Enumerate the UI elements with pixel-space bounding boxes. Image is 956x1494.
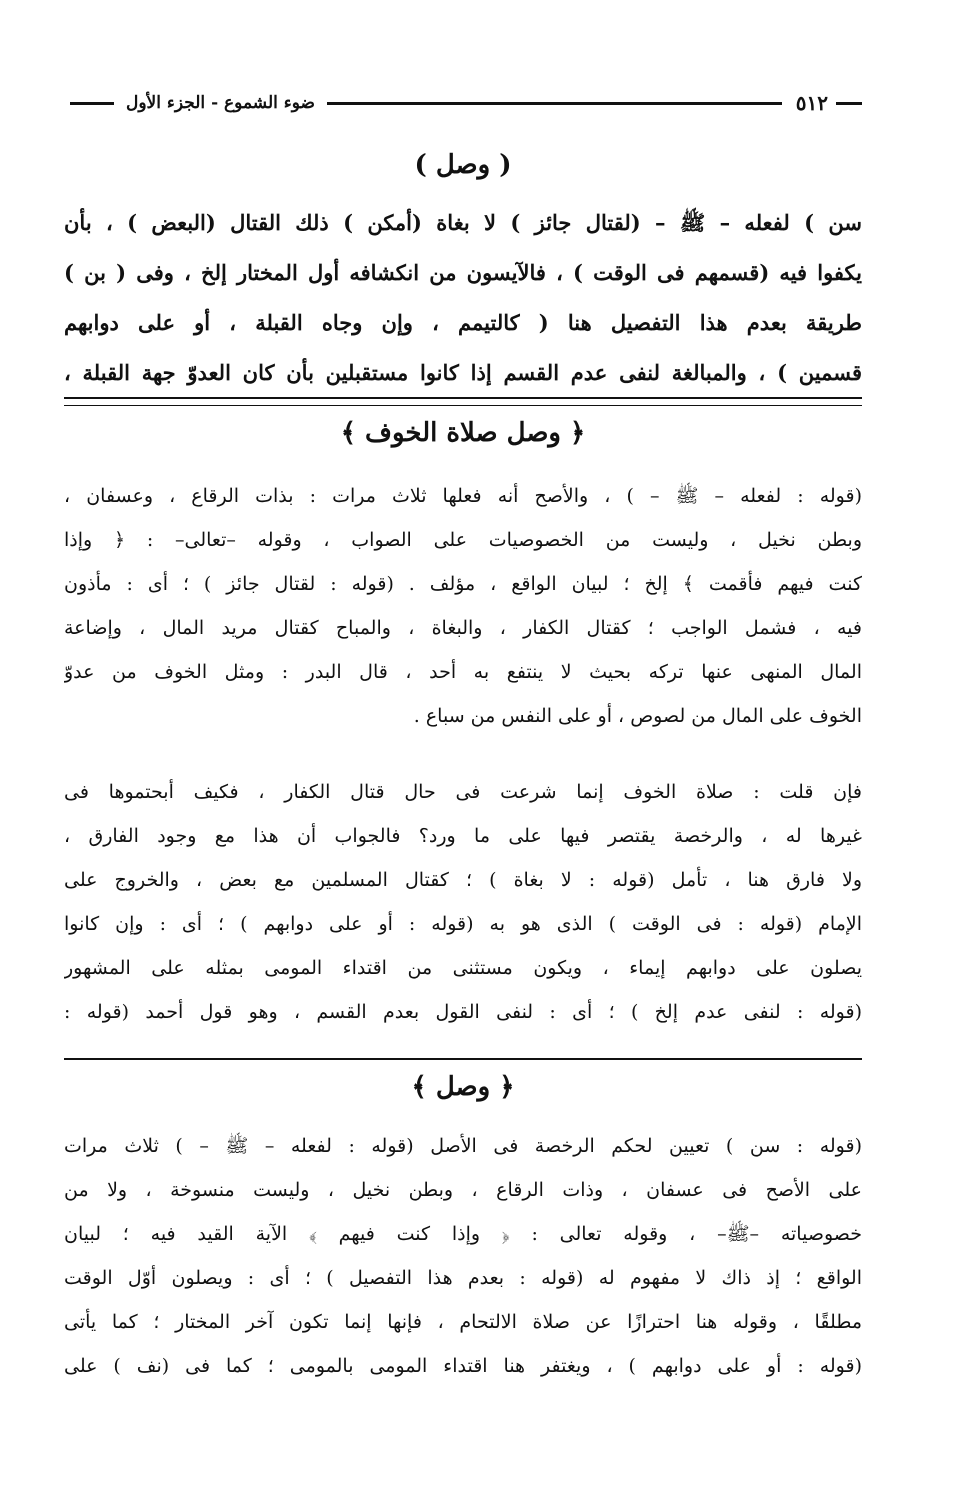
- commentary-line: فيه ، فشمل الواجب ؛ كقتال الكفار ، والبغاة ، والمباح كقتال مريد المال ، وإضاعة: [64, 617, 862, 639]
- commentary-line: (قوله : لفعله – ﷺ – ) ، والأصح أنه فعلها ثلاث مرات : بذات الرقاع ، وعسفان ،: [64, 485, 862, 507]
- commentary-paragraph-2: [64, 770, 862, 1034]
- main-text-block: [64, 198, 862, 398]
- section1-title: ( وصل ): [414, 150, 512, 180]
- commentary-line: يصلون على دوابهم إيماء ، ويكون مستثنى من اقتداء المومى بمثله على المشهور: [64, 957, 862, 979]
- header-rule-end: [70, 102, 114, 105]
- page: [64, 0, 862, 1494]
- header-rule-lead: [836, 102, 862, 105]
- section3-title: ﴿ وصل ﴾: [411, 1072, 515, 1102]
- main-text-line: يكفوا فيه (قسمهم فى الوقت ) ، فالآيسون من انكشافه أول المختار إلخ ، وفى ( بن ): [64, 260, 862, 285]
- commentary-line: الإمام (قوله : فى الوقت ) الذى هو به (قوله : أو على دوابهم ) ؛ أى : وإن كانوا: [64, 913, 862, 935]
- main-text-line: سن ) لفعله – ﷺ – (لقتال جائز ) لا بغاة (أمكن ) ذلك القتال (البعض ) ، بأن: [64, 210, 862, 235]
- commentary-line: على الأصح فى عسفان ، وذات الرقاع ، وبطن نخيل ، وليست منسوخة ، ولا من: [64, 1179, 862, 1201]
- commentary-line: وبطن نخيل ، وليست من الخصوصيات على الصواب ، وقوله –تعالى– : ﴿ وإذا: [64, 529, 862, 551]
- commentary-line: الواقع ؛ إذ ذاك لا مفهوم له (قوله : بعدم هذا التفصيل ) ؛ أى : ويصلون أوّل الوقت: [64, 1267, 862, 1289]
- section-divider: [64, 397, 862, 406]
- page-number: ٥١٢: [795, 91, 828, 115]
- commentary-line: ولا فارق هنا ، تأمل (قوله : لا بغاة ) ؛ كقتال المسلمين مع بعض ، والخروج على: [64, 869, 862, 891]
- running-header: [64, 88, 862, 118]
- commentary-line: (قوله : لنفى عدم إلخ ) ؛ أى : لنفى القول بعدم القسم ، وهو قول أحمد (قوله :: [64, 1001, 862, 1023]
- commentary-line: (قوله : سن ) تعيين لحكم الرخصة فى الأصل (قوله : لفعله – ﷺ – ) ثلاث مرات: [64, 1135, 862, 1157]
- commentary-line: خصوصياته –ﷺ– ، وقوله تعالى : ﴿ وإذا كنت فيهم ﴾ الآية القيد فيه ؛ لبيان: [64, 1223, 862, 1245]
- book-title: ضوء الشموع - الجزء الأول: [126, 93, 315, 113]
- header-rule: [327, 102, 782, 105]
- commentary-paragraph-1: [64, 474, 862, 738]
- section2-title: ﴿ وصل صلاة الخوف ﴾: [340, 418, 586, 448]
- commentary-line: فإن قلت : صلاة الخوف إنما شرعت فى حال قتال الكفار ، فكيف أبحتموها فى: [64, 781, 862, 803]
- section-divider-thin: [64, 1058, 862, 1060]
- commentary-line: غيرها له ، والرخصة يقتصر فيها على ما ورد؟ فالجواب أن هذا مع وجود الفارق ،: [64, 825, 862, 847]
- commentary-line: كنت فيهم فأقمت ﴾ إلخ ؛ لبيان الواقع ، مؤلف . (قوله : لقتال جائز ) ؛ أى : مأذون: [64, 573, 862, 595]
- main-text-line: قسمين ) ، والمبالغة لنفى عدم القسم إذا كانوا مستقبلين بأن كان العدوّ جهة القبلة ،: [64, 360, 862, 385]
- commentary-line: (قوله : أو على دوابهم ) ، ويغتفر هنا اقتداء المومى بالمومى ؛ كما فى (نف ) على: [64, 1355, 862, 1377]
- commentary-line: الخوف على المال من لصوص ، أو على النفس من سباع .: [413, 705, 862, 727]
- main-text-line: طريقة بعدم هذا التفصيل هنا ( كالتيمم ، وإن وجاه القبلة ، أو على دوابهم: [64, 310, 862, 335]
- commentary-paragraph-3: [64, 1124, 862, 1388]
- commentary-line: مطلقًا ، وقوله هنا احترازًا عن صلاة الالتحام ، فإنها إنما تكون آخر المختار ؛ كما يأتى: [64, 1311, 862, 1333]
- commentary-line: المال المنهى عنها تركه بحيث لا ينتفع به أحد ، قال البدر : ومثل الخوف من عدوّ: [64, 661, 862, 683]
